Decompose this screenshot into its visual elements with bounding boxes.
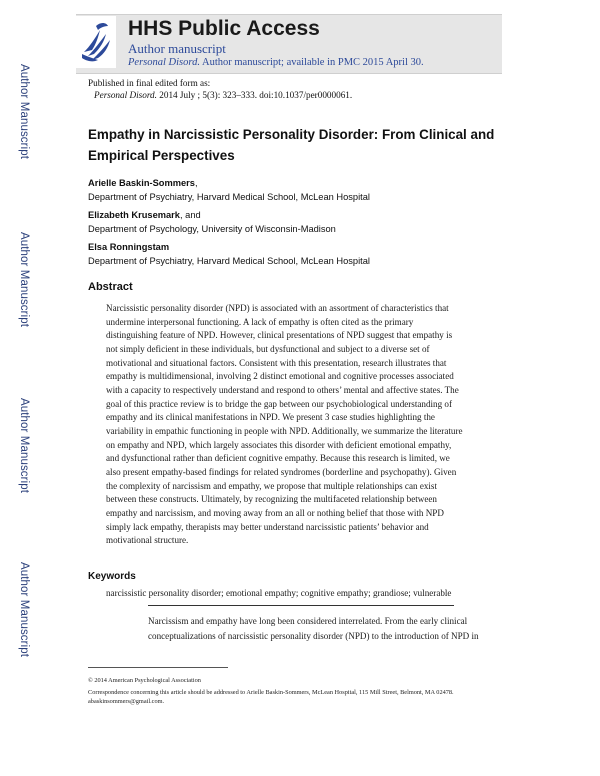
hhs-eagle-logo-icon [76, 16, 116, 68]
abstract-line: variability in empathic functioning in people with NPD. Additionally, we summarize the literature [106, 425, 463, 436]
author-name-text: Arielle Baskin-Sommers [88, 178, 195, 188]
footnote-divider [88, 667, 228, 668]
abstract-line: on empathy and NPD, which largely associates this disorder with deficient emotional empathy, [106, 439, 452, 450]
author-name [88, 178, 198, 188]
abstract-line: motivational and situational factors. Consistent with this presentation, research illustrates that [106, 357, 447, 368]
author-name-text: Elizabeth Krusemark [88, 210, 180, 220]
copyright-notice: © 2014 American Psychological Association [88, 677, 201, 684]
author-name [88, 210, 201, 220]
abstract-line: Narcissistic personality disorder (NPD) is associated with an assortment of characteristics that [106, 303, 449, 313]
author-name [88, 242, 169, 252]
sidebar-label-author-manuscript: Author Manuscript [18, 232, 30, 328]
abstract-line: the complexity of narcissism and empathy, we propose that multiple relationships can exist [106, 480, 438, 491]
author-affiliation: Department of Psychiatry, Harvard Medical School, McLean Hospital [88, 192, 370, 202]
hhs-public-access-title: HHS Public Access [128, 17, 320, 40]
abstract-heading: Abstract [88, 281, 133, 293]
abstract-body [106, 302, 520, 548]
manuscript-availability [128, 57, 424, 68]
abstract-line: undermine interpersonal functioning. A lack of empathy is often cited as the primary [106, 316, 414, 327]
abstract-line: empathy and its clinical manifestations in NPD. We present 3 case studies highlighting the [106, 412, 435, 423]
author-affiliation: Department of Psychology, University of Wisconsin-Madison [88, 224, 336, 234]
journal-name: Personal Disord. [128, 57, 200, 68]
citation-journal: Personal Disord. [94, 90, 157, 100]
sidebar-label-author-manuscript: Author Manuscript [18, 64, 30, 160]
sidebar-label-author-manuscript: Author Manuscript [18, 398, 30, 494]
abstract-line: also present empathy-based findings for related syndromes (borderline and psychopathy). Given [106, 466, 457, 477]
body-line: conceptualizations of narcissistic personality disorder (NPD) to the introduction of NPD in [148, 631, 479, 641]
sidebar-label-author-manuscript: Author Manuscript [18, 562, 30, 658]
section-divider [148, 605, 454, 606]
abstract-line: not simply deficient in these individuals, but dysfunctional and subject to a diverse set of [106, 343, 430, 354]
author-name-text: Elsa Ronningstam [88, 242, 170, 252]
abstract-line: goal of this practice review is to bridge the gap between our psychobiological understanding of [106, 398, 452, 409]
author-separator: , and [179, 210, 201, 220]
abstract-line: distinguishing feature of NPD. However, clinical presentations of NPD suggest that empathy is [106, 330, 453, 341]
abstract-line: empathy is multidimensional, involving 2 distinct emotional and cognitive processes associated [106, 371, 454, 382]
abstract-line: simply lack empathy, therapists may better understand narcissistic patients’ behavior and [106, 521, 429, 532]
keywords-heading: Keywords [88, 571, 136, 582]
abstract-line: motivational structure. [106, 535, 189, 546]
correspondence-note: Correspondence concerning this article should be addressed to Arielle Baskin-Sommers, McLean Hospital, 115 Mill Street, Belmont, MA 02478. abaskinsommers@gmail.com. [88, 689, 454, 705]
author-separator: , [194, 178, 198, 188]
citation-details: 2014 July ; 5(3): 323–333. doi:10.1037/per0000061. [159, 90, 353, 100]
abstract-line: between these constructs. Ultimately, by recognizing the multifaceted relationship between [106, 494, 437, 505]
author-affiliation: Department of Psychiatry, Harvard Medical School, McLean Hospital [88, 256, 370, 266]
body-intro [148, 614, 524, 644]
availability-text: Author manuscript; available in PMC 2015 April 30. [202, 57, 424, 68]
article-title: Empathy in Narcissistic Personality Disorder: From Clinical and Empirical Perspectives [88, 127, 495, 163]
abstract-line: and dysfunctional rather than deficient cognitive empathy. Because this research is limited, we [106, 453, 450, 464]
abstract-line: with a capacity to respectively understand and respond to others’ mental and affective states. The [106, 384, 459, 395]
keywords-list: narcissistic personality disorder; emotional empathy; cognitive empathy; grandiose; vulnerable [106, 588, 452, 598]
abstract-line: empathy and narcissism, and moving away from an all or nothing belief that those with NPD [106, 507, 444, 518]
body-line: Narcissism and empathy have long been considered interrelated. From the early clinical [148, 616, 468, 626]
author-manuscript-subtitle: Author manuscript [128, 41, 226, 56]
published-in-label: Published in final edited form as: [88, 78, 211, 88]
citation-line [94, 90, 352, 100]
